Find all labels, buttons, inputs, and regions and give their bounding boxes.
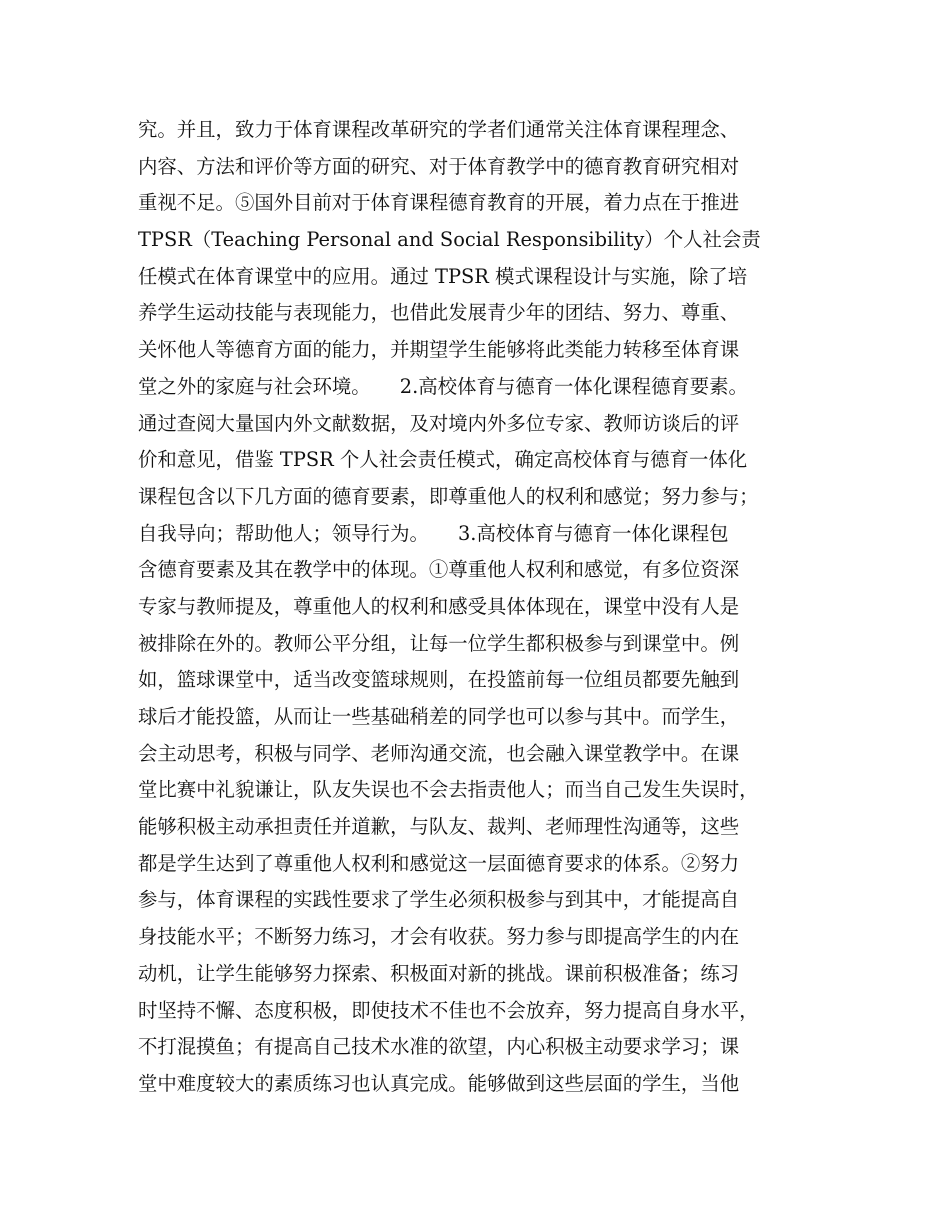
text-line: 不打混摸鱼；有提高自己技术水准的欲望，内心积极主动要求学习；课 <box>138 1035 740 1059</box>
text-line: 重视不足。⑤国外目前对于体育课程德育教育的开展，着力点在于推进 <box>138 191 740 215</box>
text-line: TPSR（Teaching Personal and Social Responsibility）个人社会责 <box>138 228 761 252</box>
text-line: 都是学生达到了尊重他人权利和感觉这一层面德育要求的体系。②努力 <box>138 851 740 875</box>
text-line: 身技能水平；不断努力练习，才会有收获。努力参与即提高学生的内在 <box>138 925 740 949</box>
text-line: 价和意见，借鉴 TPSR 个人社会责任模式，确定高校体育与德育一体化 <box>138 448 748 472</box>
text-line: 参与，体育课程的实践性要求了学生必须积极参与到其中，才能提高自 <box>138 888 740 912</box>
text-line: 会主动思考，积极与同学、老师沟通交流，也会融入课堂教学中。在课 <box>138 741 740 765</box>
text-line: 专家与教师提及，尊重他人的权利和感受具体体现在，课堂中没有人是 <box>138 594 740 618</box>
text-line: 究。并且，致力于体育课程改革研究的学者们通常关注体育课程理念、 <box>138 118 740 141</box>
text-line: 含德育要素及其在教学中的体现。①尊重他人权利和感觉，有多位资深 <box>138 558 740 582</box>
text-line: 养学生运动技能与表现能力，也借此发展青少年的团结、努力、尊重、 <box>138 301 740 325</box>
text-line: 课程包含以下几方面的德育要素，即尊重他人的权利和感觉；努力参与； <box>138 484 759 508</box>
text-line: 内容、方法和评价等方面的研究、对于体育教学中的德育教育研究相对 <box>138 154 740 178</box>
text-line: 能够积极主动承担责任并道歉，与队友、裁判、老师理性沟通等，这些 <box>138 815 740 839</box>
text-line: 时坚持不懈、态度积极，即使技术不佳也不会放弃，努力提高自身水平， <box>138 998 759 1022</box>
text-line: 任模式在体育课堂中的应用。通过 TPSR 模式课程设计与实施，除了培 <box>138 264 748 288</box>
body-text <box>138 112 828 1103</box>
text-line: 堂之外的家庭与社会环境。 2.高校体育与德育一体化课程德育要素。 <box>138 374 748 398</box>
text-line: 如，篮球课堂中，适当改变篮球规则，在投篮前每一位组员都要先触到 <box>138 668 740 692</box>
text-line: 通过查阅大量国内外文献数据，及对境内外多位专家、教师访谈后的评 <box>138 411 740 435</box>
text-line: 关怀他人等德育方面的能力，并期望学生能够将此类能力转移至体育课 <box>138 338 740 362</box>
text-line: 动机，让学生能够努力探索、积极面对新的挑战。课前积极准备；练习 <box>138 961 740 985</box>
text-line: 被排除在外的。教师公平分组，让每一位学生都积极参与到课堂中。例 <box>138 631 740 655</box>
text-line: 堂中难度较大的素质练习也认真完成。能够做到这些层面的学生，当他 <box>138 1071 740 1095</box>
text-line: 球后才能投篮，从而让一些基础稍差的同学也可以参与其中。而学生， <box>138 705 740 728</box>
text-line: 堂比赛中礼貌谦让，队友失误也不会去指责他人；而当自己发生失误时， <box>138 778 759 802</box>
text-line: 自我导向；帮助他人；领导行为。 3.高校体育与德育一体化课程包 <box>138 521 729 545</box>
